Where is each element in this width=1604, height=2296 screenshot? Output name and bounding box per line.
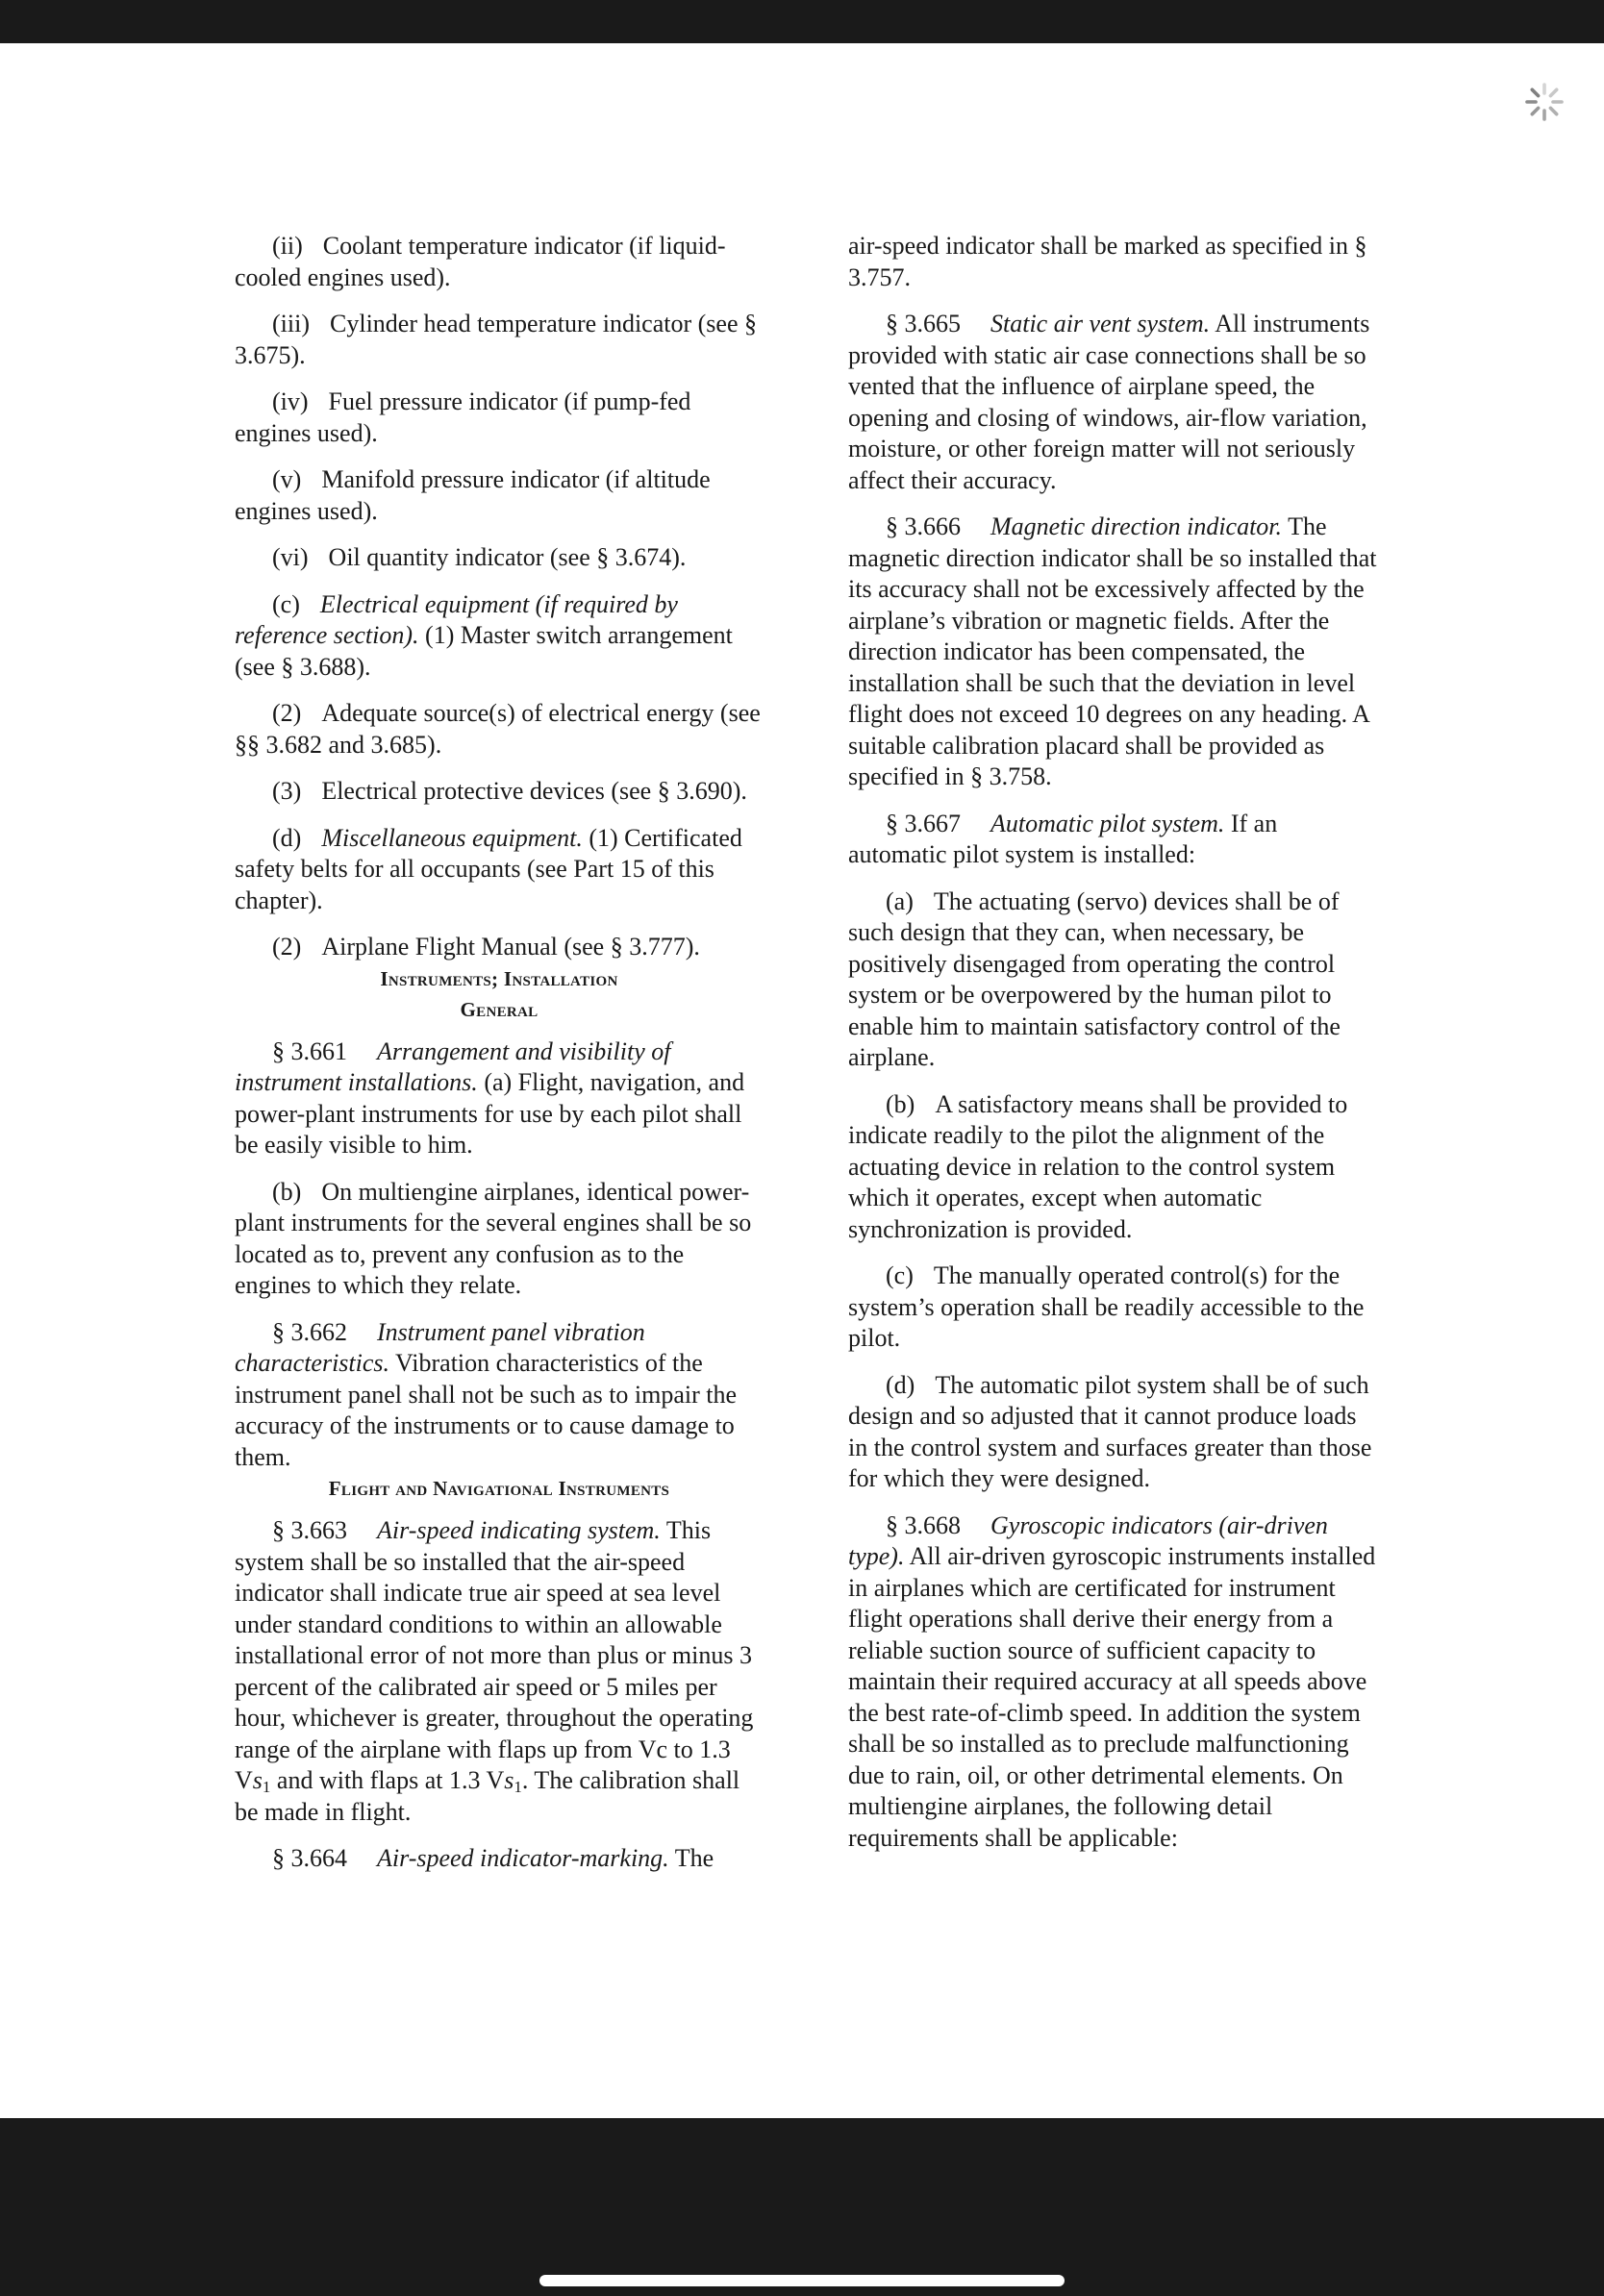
item-iv: (iv) Fuel pressure indicator (if pump-fed engines used). <box>235 387 691 447</box>
section-3-661: § 3.661 Arrangement and visibility of instrument installations. (a) Flight, navigation, and power-plant instruments for use by each pilot shall be easily visible to him. <box>235 1036 745 1159</box>
item-c: (c) Electrical equipment (if required by reference section). (1) Master switch arrangement (see § 3.688). <box>235 589 733 681</box>
section-heading-instruments: Instruments; Installation <box>380 966 618 990</box>
item-vi: (vi) Oil quantity indicator (see § 3.674). <box>272 543 687 571</box>
top-status-bar <box>0 0 1604 43</box>
left-column <box>235 231 764 1890</box>
section-heading-general: General <box>460 997 539 1021</box>
item-d2: (2) Airplane Flight Manual (see § 3.777). <box>272 933 700 961</box>
right-column <box>848 231 1377 1869</box>
item-c2: (2) Adequate source(s) of electrical energy (see §§ 3.682 and 3.685). <box>235 699 761 759</box>
section-3-663: § 3.663 Air-speed indicating system. This system shall be so installed that the air-speed indicator shall indicate true air speed at sea level under standard conditions to within an allowable installational error of not more than plus or minus 3 percent of the calibrated air speed or 5 miles per hour, whichever is greater, throughout the operating range of the airplane with flaps up from Vc to 1.3 $Vs_1$ and with flaps at 1.3 $Vs_1$. The calibration shall be made in flight. <box>235 1516 754 1826</box>
section-3-667: § 3.667 Automatic pilot system. If an automatic pilot system is installed: <box>848 809 1278 868</box>
home-indicator[interactable] <box>539 2275 1065 2286</box>
loading-spinner-icon <box>1523 81 1566 123</box>
item-d: (d) Miscellaneous equipment. (1) Certificated safety belts for all occupants (see Part 15 of this chapter). <box>235 823 742 914</box>
section-3-667-a: (a) The actuating (servo) devices shall be of such design that they can, when necessary, be positively disengaged from operating the control system or be overpowered by the human pilot to enable him to maintain satisfactory control of the airplane. <box>848 886 1341 1071</box>
section-heading-flight-instruments: Flight and Navigational Instruments <box>328 1477 670 1500</box>
section-3-661-b: (b) On multiengine airplanes, identical power-plant instruments for the several engines shall be so located as to, prevent any confusion as to the engines to which they relate. <box>235 1177 752 1299</box>
bottom-bar <box>0 2118 1604 2296</box>
section-3-665: § 3.665 Static air vent system. All instruments provided with static air case connections shall be so vented that the influence of airplane speed, the opening and closing of windows, air-flow variation, moisture, or other foreign matter will not seriously affect their accuracy. <box>848 310 1370 494</box>
section-3-664: § 3.664 Air-speed indicator-marking. The <box>272 1844 714 1872</box>
section-3-662: § 3.662 Instrument panel vibration characteristics. Vibration characteristics of the instrument panel shall not be such as to impair the accuracy of the instruments or to cause damage to them. <box>235 1317 738 1471</box>
item-iii: (iii) Cylinder head temperature indicator (see § 3.675). <box>235 310 757 369</box>
section-3-667-d: (d) The automatic pilot system shall be of such design and so adjusted that it cannot produce loads in the control system and surfaces greater than those for which they were designed. <box>848 1370 1372 1492</box>
section-3-664-continued: air-speed indicator shall be marked as specified in § 3.757. <box>848 232 1367 291</box>
item-v: (v) Manifold pressure indicator (if altitude engines used). <box>235 465 711 525</box>
section-3-667-c: (c) The manually operated control(s) for the system’s operation shall be readily accessible to the pilot. <box>848 1261 1365 1352</box>
section-3-666: § 3.666 Magnetic direction indicator. The magnetic direction indicator shall be so installed that its accuracy shall not be excessively affected by the airplane’s vibration or magnetic fields. After the direction indicator has been compensated, the installation shall be such that the deviation in level flight does not exceed 10 degrees on any heading. A suitable calibration placard shall be provided as specified in § 3.758. <box>848 512 1377 790</box>
item-ii: (ii) Coolant temperature indicator (if liquid-cooled engines used). <box>235 232 726 291</box>
section-3-667-b: (b) A satisfactory means shall be provided to indicate readily to the pilot the alignment of the actuating device in relation to the control system which it operates, except when automatic synchronization is provided. <box>848 1089 1348 1243</box>
section-3-668: § 3.668 Gyroscopic indicators (air-driven type). All air-driven gyroscopic instruments installed in airplanes which are certificated for instrument flight operations shall derive their energy from a reliable suction source of sufficient capacity to maintain their required accuracy at all speeds above the best rate-of-climb speed. In addition the system shall be so installed as to preclude malfunctioning due to rain, oil, or other detrimental elements. On multiengine airplanes, the following detail requirements shall be applicable: <box>848 1510 1376 1852</box>
item-c3: (3) Electrical protective devices (see § 3.690). <box>272 777 747 805</box>
